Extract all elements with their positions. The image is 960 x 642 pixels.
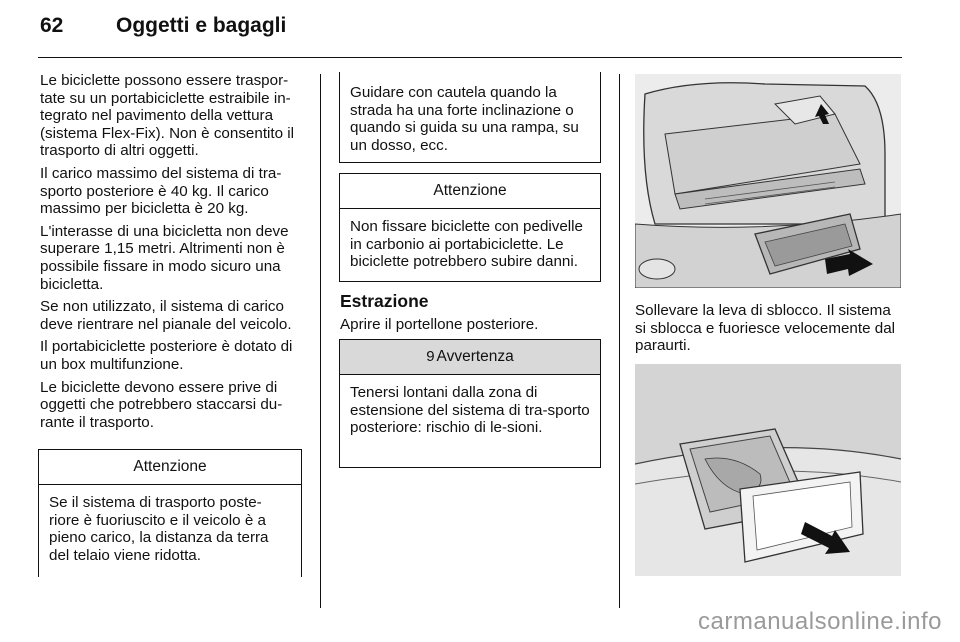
paragraph: Il portabiciclette posteriore è dotato di un box multifunzione. — [40, 338, 293, 373]
section-text: Aprire il portellone posteriore. — [340, 316, 539, 333]
paragraph: Le biciclette devono essere prive di oggetti che potrebbero staccarsi du-rante il trasporto. — [40, 378, 283, 431]
bike-carrier-illustration — [635, 364, 901, 576]
warning-box — [339, 339, 601, 468]
notice-box-attenzione — [38, 449, 302, 577]
column-divider — [320, 74, 321, 608]
notice-box-continued — [339, 72, 601, 163]
paragraph: L'interasse di una bicicletta non deve superare 1,15 metri. Altrimenti non è possibile fissare in modo sicuro una bicicletta. — [40, 222, 289, 293]
notice-text: Guidare con cautela quando la strada ha una forte inclinazione o quando si guida su una rampa, su un dosso, ecc. — [350, 84, 579, 154]
page-header — [40, 14, 920, 50]
paragraph: Se non utilizzato, il sistema di carico deve rientrare nel pianale del veicolo. — [40, 298, 292, 333]
column-divider — [619, 74, 620, 608]
notice-heading: Attenzione — [340, 174, 600, 209]
section-heading: Estrazione — [340, 291, 429, 311]
warning-text: Tenersi lontani dalla zona di estensione del sistema di tra-sporto posteriore: rischio di le-sioni. — [350, 384, 590, 437]
trunk-lever-illustration — [635, 74, 901, 288]
illustration-trunk-lever — [635, 74, 901, 288]
paragraph: Il carico massimo del sistema di tra-sporto posteriore è 40 kg. Il carico massimo per bicicletta è 20 kg. — [40, 164, 282, 218]
page-title: Oggetti e bagagli — [116, 14, 287, 37]
notice-box-attenzione-2 — [339, 173, 601, 282]
header-rule — [38, 57, 902, 58]
paragraph: Le biciclette possono essere traspor-tate su un portabiciclette estraibile in-tegrato nel pavimento della vettura (sistema Flex-Fix). Non è consentito il trasporto di altri oggetti. — [40, 72, 295, 160]
watermark: carmanualsonline.info — [698, 608, 942, 635]
page-number: 62 — [40, 14, 64, 37]
illustration-caption: Sollevare la leva di sblocco. Il sistema si sblocca e fuoriesce velocemente dal paraurti. — [635, 302, 896, 355]
notice-text: Se il sistema di trasporto poste-riore è fuoriuscito e il veicolo è a pieno carico, la distanza da terra del telaio viene ridotta. — [49, 494, 269, 564]
warning-heading-label: Avvertenza — [436, 348, 514, 365]
warning-icon: 9 — [426, 348, 435, 365]
warning-heading — [340, 340, 600, 375]
notice-heading: Attenzione — [39, 450, 301, 485]
column-1 — [40, 72, 304, 436]
notice-text: Non fissare biciclette con pedivelle in carbonio ai portabiciclette. Le biciclette potrebbero subire danni. — [350, 218, 583, 271]
illustration-bike-carrier — [635, 364, 901, 576]
